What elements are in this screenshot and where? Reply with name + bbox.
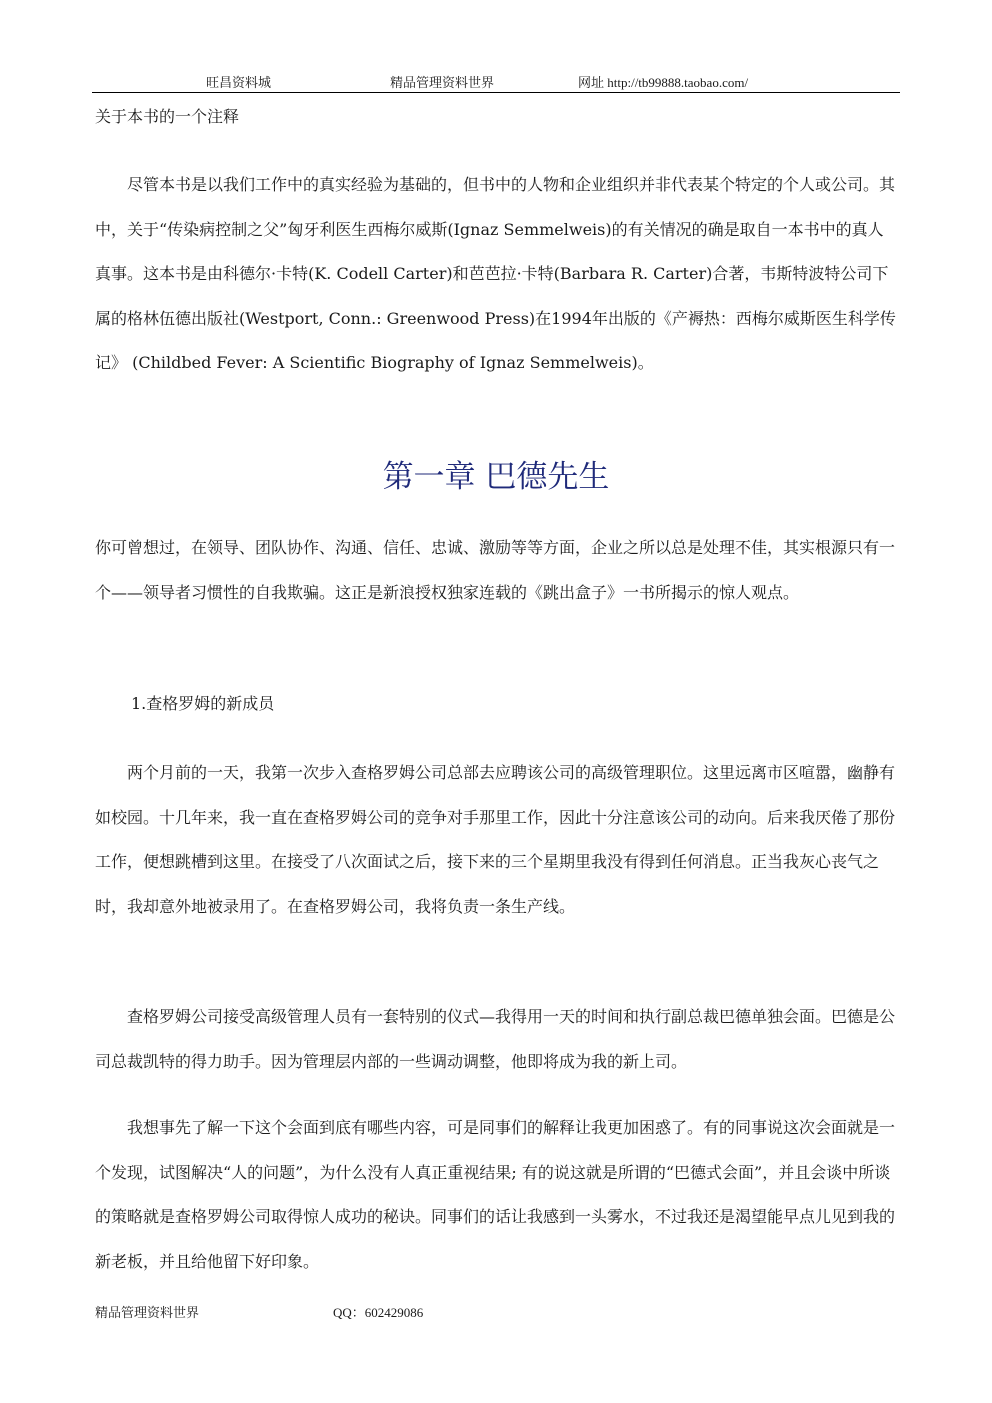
note-heading: 关于本书的一个注释 [95, 107, 240, 126]
header-center-text: 精品管理资料世界 [390, 75, 495, 90]
header-rule [92, 92, 900, 93]
footer-left-text: 精品管理资料世界 [95, 1305, 200, 1320]
body-paragraph-2: 查格罗姆公司接受高级管理人员有一套特别的仪式—我得用一天的时间和执行副总裁巴德单独会面。巴德是公司总裁凯特的得力助手。因为管理层内部的一些调动调整，他即将成为我的新上司。 [95, 1007, 896, 1071]
page-footer [95, 1302, 895, 1322]
body-paragraph-3: 我想事先了解一下这个会面到底有哪些内容，可是同事们的解释让我更加困惑了。有的同事说这次会面就是一个发现，试图解决“人的问题”，为什么没有人真正重视结果; 有的说这就是所谓的“巴德式会面”，并且会谈中所谈的策略就是查格罗姆公司取得惊人成功的秘诀。同事们的话让我感到一头雾水，不过我还是渴望能早点儿见到我的新老板，并且给他留下好印象。 [95, 1118, 896, 1271]
header-right-text: 网址 http://tb99888.taobao.com/ [578, 75, 749, 90]
page-header [92, 72, 900, 94]
chapter-title: 第一章 巴德先生 [382, 459, 610, 495]
header-left-text: 旺昌资料城 [206, 75, 272, 90]
footer-qq-text: QQ：602429086 [333, 1305, 424, 1320]
body-paragraph-1: 两个月前的一天，我第一次步入查格罗姆公司总部去应聘该公司的高级管理职位。这里远离市区喧嚣，幽静有如校园。十几年来，我一直在查格罗姆公司的竞争对手那里工作，因此十分注意该公司的动向。后来我厌倦了那份工作，便想跳槽到这里。在接受了八次面试之后，接下来的三个星期里我没有得到任何消息。正当我灰心丧气之时，我却意外地被录用了。在查格罗姆公司，我将负责一条生产线。 [95, 763, 896, 916]
note-paragraph: 尽管本书是以我们工作中的真实经验为基础的，但书中的人物和企业组织并非代表某个特定的个人或公司。其中，关于“传染病控制之父”匈牙利医生西梅尔威斯(Ignaz Semmelweis)的有关情况的确是取自一本书中的真人真事。这本书是由科德尔·卡特(K. Codell Carter)和芭芭拉·卡特(Barbara R. Carter)合著，韦斯特波特公司下属的格林伍德出版社(Westport, Conn.: Greenwood Press)在1994年出版的《产褥热：西梅尔威斯医生科学传记》 (Childbed Fever: A Scientific Biography of Ignaz Semmelweis)。 [95, 175, 896, 372]
section-heading: 1.查格罗姆的新成员 [131, 694, 275, 713]
chapter-intro: 你可曾想过，在领导、团队协作、沟通、信任、忠诚、激励等等方面，企业之所以总是处理不佳，其实根源只有一个——领导者习惯性的自我欺骗。这正是新浪授权独家连载的《跳出盒子》一书所揭示的惊人观点。 [95, 538, 896, 602]
